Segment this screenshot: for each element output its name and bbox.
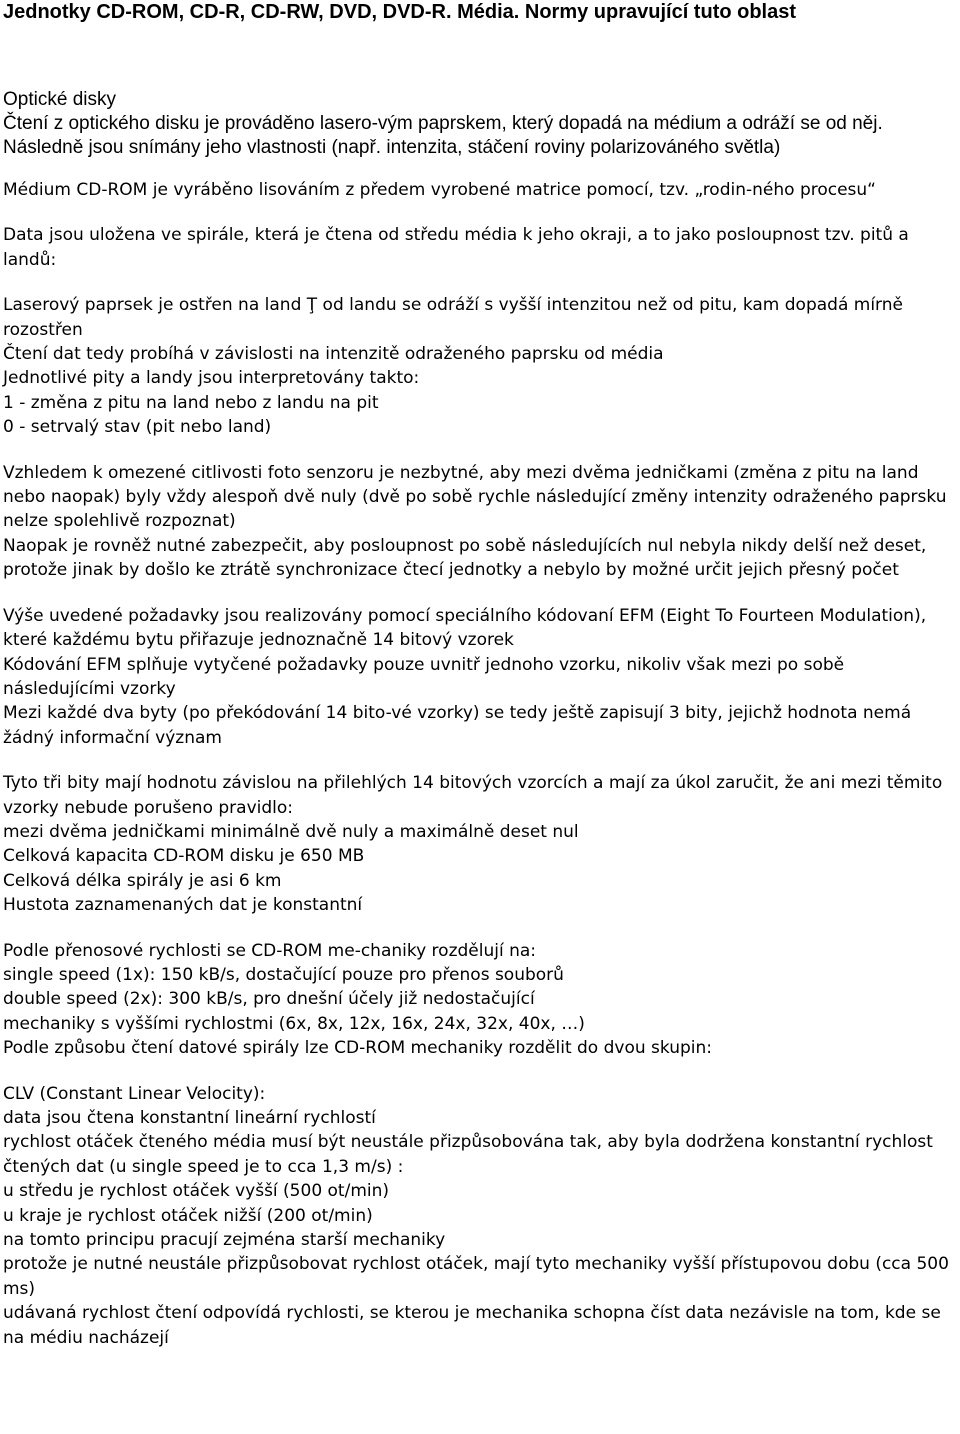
intro-reading: Čtení z optického disku je prováděno lasero-vým paprskem, který dopadá na médium a odráží se od něj. Následně jsou snímány jeho vlastnosti (např. intenzita, stáčení roviny polarizováného světla) <box>3 113 883 158</box>
paragraph-line: Data jsou uložena ve spirále, která je čtena od středu média k jeho okraji, a to jako posloupnost tzv. pitů a landů: <box>3 225 909 270</box>
paragraph-line: protože je nutné neustále přizpůsobovat rychlost otáček, mají tyto mechaniky vyšší přístupovou dobu (cca 500 ms) <box>3 1254 949 1299</box>
document-title: Jednotky CD-ROM, CD-R, CD-RW, DVD, DVD-R. Média. Normy upravující tuto oblast <box>3 1 797 23</box>
paragraph-line: Naopak je rovněž nutné zabezpečit, aby posloupnost po sobě následujících nul nebyla nikdy delší než deset, protože jinak by došlo ke ztrátě synchronizace čtecí jednotky a nebylo by možné určit jejich přesný počet <box>3 535 927 581</box>
paragraph-line: Podle přenosové rychlosti se CD-ROM me-chaniky rozdělují na: <box>3 940 537 961</box>
paragraph-line: Celková kapacita CD-ROM disku je 650 MB <box>3 846 365 867</box>
paragraph-line: u kraje je rychlost otáček nižší (200 ot/min) <box>3 1205 373 1226</box>
paragraph-line: udávaná rychlost čtení odpovídá rychlosti, se kterou je mechanika schopna číst data nezávisle na tom, kde se na médiu nacházejí <box>3 1303 941 1348</box>
paragraph-line: na tomto principu pracují zejména starší mechaniky <box>3 1230 446 1251</box>
intro-section <box>3 88 957 160</box>
paragraph-line: Mezi každé dva byty (po překódování 14 bito-vé vzorky) se tedy ještě zapisují 3 bity, jejichž hodnota nemá žádný informační význam <box>3 703 912 748</box>
paragraph-line: mezi dvěma jedničkami minimálně dvě nuly a maximálně deset nul <box>3 821 579 842</box>
paragraph-line: Médium CD-ROM je vyráběno lisováním z předem vyrobené matrice pomocí, tzv. „rodin-ného procesu“ <box>3 180 876 200</box>
paragraph-line: Laserový paprsek je ostřen na land Ţ od landu se odráží s vyšší intenzitou než od pitu, kam dopadá mírně rozostřen <box>3 295 903 340</box>
paragraph-line: 0 - setrvalý stav (pit nebo land) <box>3 417 272 438</box>
paragraph-speeds <box>3 939 957 1061</box>
paragraph-line: Kódování EFM splňuje vytyčené požadavky pouze uvnitř jednoho vzorku, nikoliv však mezi po sobě následujícími vzorky <box>3 654 845 699</box>
body-text <box>3 178 957 1350</box>
paragraph-clv <box>3 1082 957 1350</box>
paragraph-line: 1 - změna z pitu na land nebo z landu na pit <box>3 392 379 413</box>
paragraph-efm <box>3 604 957 750</box>
paragraph-line: mechaniky s vyššími rychlostmi (6x, 8x, 12x, 16x, 24x, 32x, 40x, …) <box>3 1013 585 1034</box>
paragraph-merge-bits <box>3 771 957 917</box>
paragraph-line: Podle způsobu čtení datové spirály lze CD-ROM mechaniky rozdělit do dvou skupin: <box>3 1038 713 1059</box>
paragraph-sensor <box>3 461 957 583</box>
paragraph-line: rychlost otáček čteného média musí být neustále přizpůsobována tak, aby byla dodržena konstantní rychlost čtených dat (u single speed je to cca 1,3 m/s) : <box>3 1132 933 1177</box>
paragraph-line: CLV (Constant Linear Velocity): <box>3 1083 266 1104</box>
paragraph-medium <box>3 178 957 202</box>
paragraph-line: Celková délka spirály je asi 6 km <box>3 870 282 891</box>
paragraph-line: Tyto tři bity mají hodnotu závislou na přilehlých 14 bitových vzorcích a mají za úkol zaručit, že ani mezi těmito vzorky nebude porušeno pravidlo: <box>3 773 943 818</box>
paragraph-laser <box>3 293 957 439</box>
paragraph-line: Vzhledem k omezené citlivosti foto senzoru je nezbytné, aby mezi dvěma jedničkami (změna z pitu na land nebo naopak) byly vždy alespoň dvě nuly (dvě po sobě rychle následující změny intenzity odraženého paprsku nelze spolehlivě rozpoznat) <box>3 462 947 532</box>
paragraph-line: Čtení dat tedy probíhá v závislosti na intenzitě odraženého paprsku od média <box>3 344 664 365</box>
paragraph-line: u středu je rychlost otáček vyšší (500 ot/min) <box>3 1181 390 1202</box>
paragraph-line: single speed (1x): 150 kB/s, dostačující pouze pro přenos souborů <box>3 964 564 985</box>
paragraph-line: data jsou čtena konstantní lineární rychlostí <box>3 1108 376 1128</box>
paragraph-line: Hustota zaznamenaných dat je konstantní <box>3 895 363 916</box>
paragraph-line: Výše uvedené požadavky jsou realizovány pomocí speciálního kódovaní EFM (Eight To Fourteen Modulation), které každému bytu přiřazuje jednoznačně 14 bitový vzorek <box>3 605 927 651</box>
paragraph-line: Jednotlivé pity a landy jsou interpretovány takto: <box>3 368 420 389</box>
paragraph-line: double speed (2x): 300 kB/s, pro dnešní účely již nedostačující <box>3 989 535 1010</box>
paragraph-data-spiral <box>3 223 957 272</box>
document-page <box>3 0 957 1350</box>
intro-heading: Optické disky <box>3 89 116 110</box>
